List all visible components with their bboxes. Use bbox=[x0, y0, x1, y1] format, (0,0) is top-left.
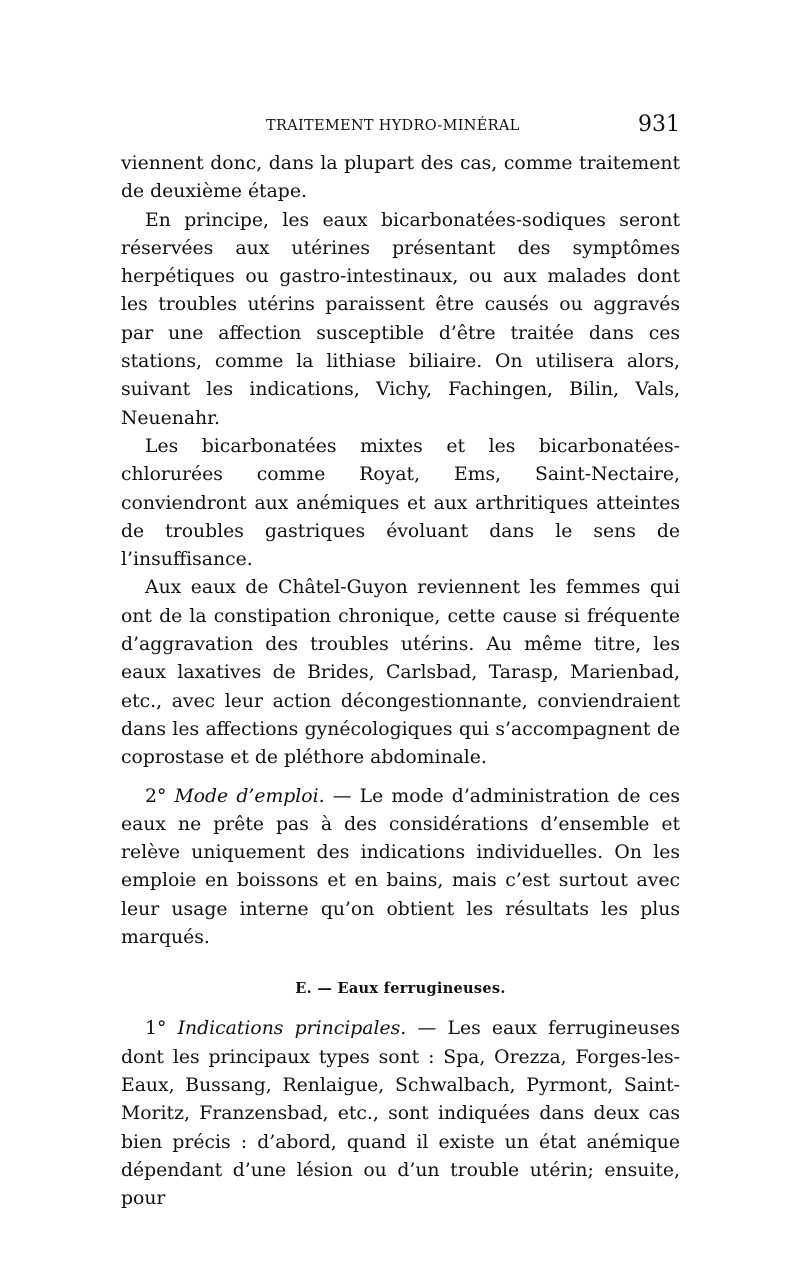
paragraph-chatel-guyon: Aux eaux de Châtel-Guyon reviennent les femmes qui ont de la constipation chronique, cette cause si fréquente d’aggravation des troubles utérins. Au même titre, les eaux laxatives de Brides, Carlsbad, Tarasp, Marienbad, etc., avec leur action décongestionnante, conviendraient dans les affections gynécologiques qui s’accompagnent de coprostase et de pléthore abdominale. bbox=[121, 577, 680, 769]
paragraph-bicarbonatees-sodiques: En principe, les eaux bicarbonatées-sodiques seront réservées aux utérines présentant des symptômes herpétiques ou gastro-intestinaux, ou aux malades dont les troubles utérins paraissent être causés ou aggravés par une affection susceptible d’être traitée dans ces stations, comme la lithiase biliaire. On utilisera alors, suivant les indications, Vichy, Fachingen, Bilin, Vals, Neuenahr. bbox=[121, 209, 680, 429]
item-text: — Le mode d’administration de ces eaux ne prête pas à des considérations d’ensemble et relève uniquement des indications individuelles. On les emploie en boissons et en bains, mais c’est surtout avec leur usage interne qu’on obtient les résultats les plus marqués. bbox=[121, 785, 680, 949]
item-number: 2° bbox=[145, 785, 167, 807]
running-head bbox=[121, 112, 680, 142]
item-title: Mode d’emploi. bbox=[174, 785, 325, 807]
item-title: Indications principales. bbox=[177, 1018, 407, 1040]
book-page bbox=[121, 112, 680, 1213]
paragraph-indications-principales bbox=[121, 1015, 680, 1213]
page-number: 931 bbox=[638, 112, 680, 137]
running-title: TRAITEMENT HYDRO-MINÉRAL bbox=[266, 118, 520, 134]
item-text: — Les eaux ferrugineuses dont les principaux types sont : Spa, Orezza, Forges-les-Eaux, Bussang, Renlaigue, Schwalbach, Pyrmont, Saint-Moritz, Franzensbad, etc., sont indiquées dans deux cas bien précis : d’abord, quand il existe un état anémique dépendant d’une lésion ou d’un trouble utérin; ensuite, pour bbox=[121, 1018, 681, 1210]
paragraph-continuation: viennent donc, dans la plupart des cas, comme traitement de deuxième étape. bbox=[121, 153, 680, 203]
section-heading: E. — Eaux ferrugineuses. bbox=[295, 980, 506, 998]
paragraph-bicarbonatees-mixtes: Les bicarbonatées mixtes et les bicarbonatées-chlorurées comme Royat, Ems, Saint-Nectaire, conviendront aux anémiques et aux arthritiques atteintes de troubles gastriques évoluant dans le sens de l’insuffisance. bbox=[121, 435, 680, 571]
item-number: 1° bbox=[145, 1018, 167, 1040]
paragraph-mode-emploi bbox=[121, 783, 680, 953]
